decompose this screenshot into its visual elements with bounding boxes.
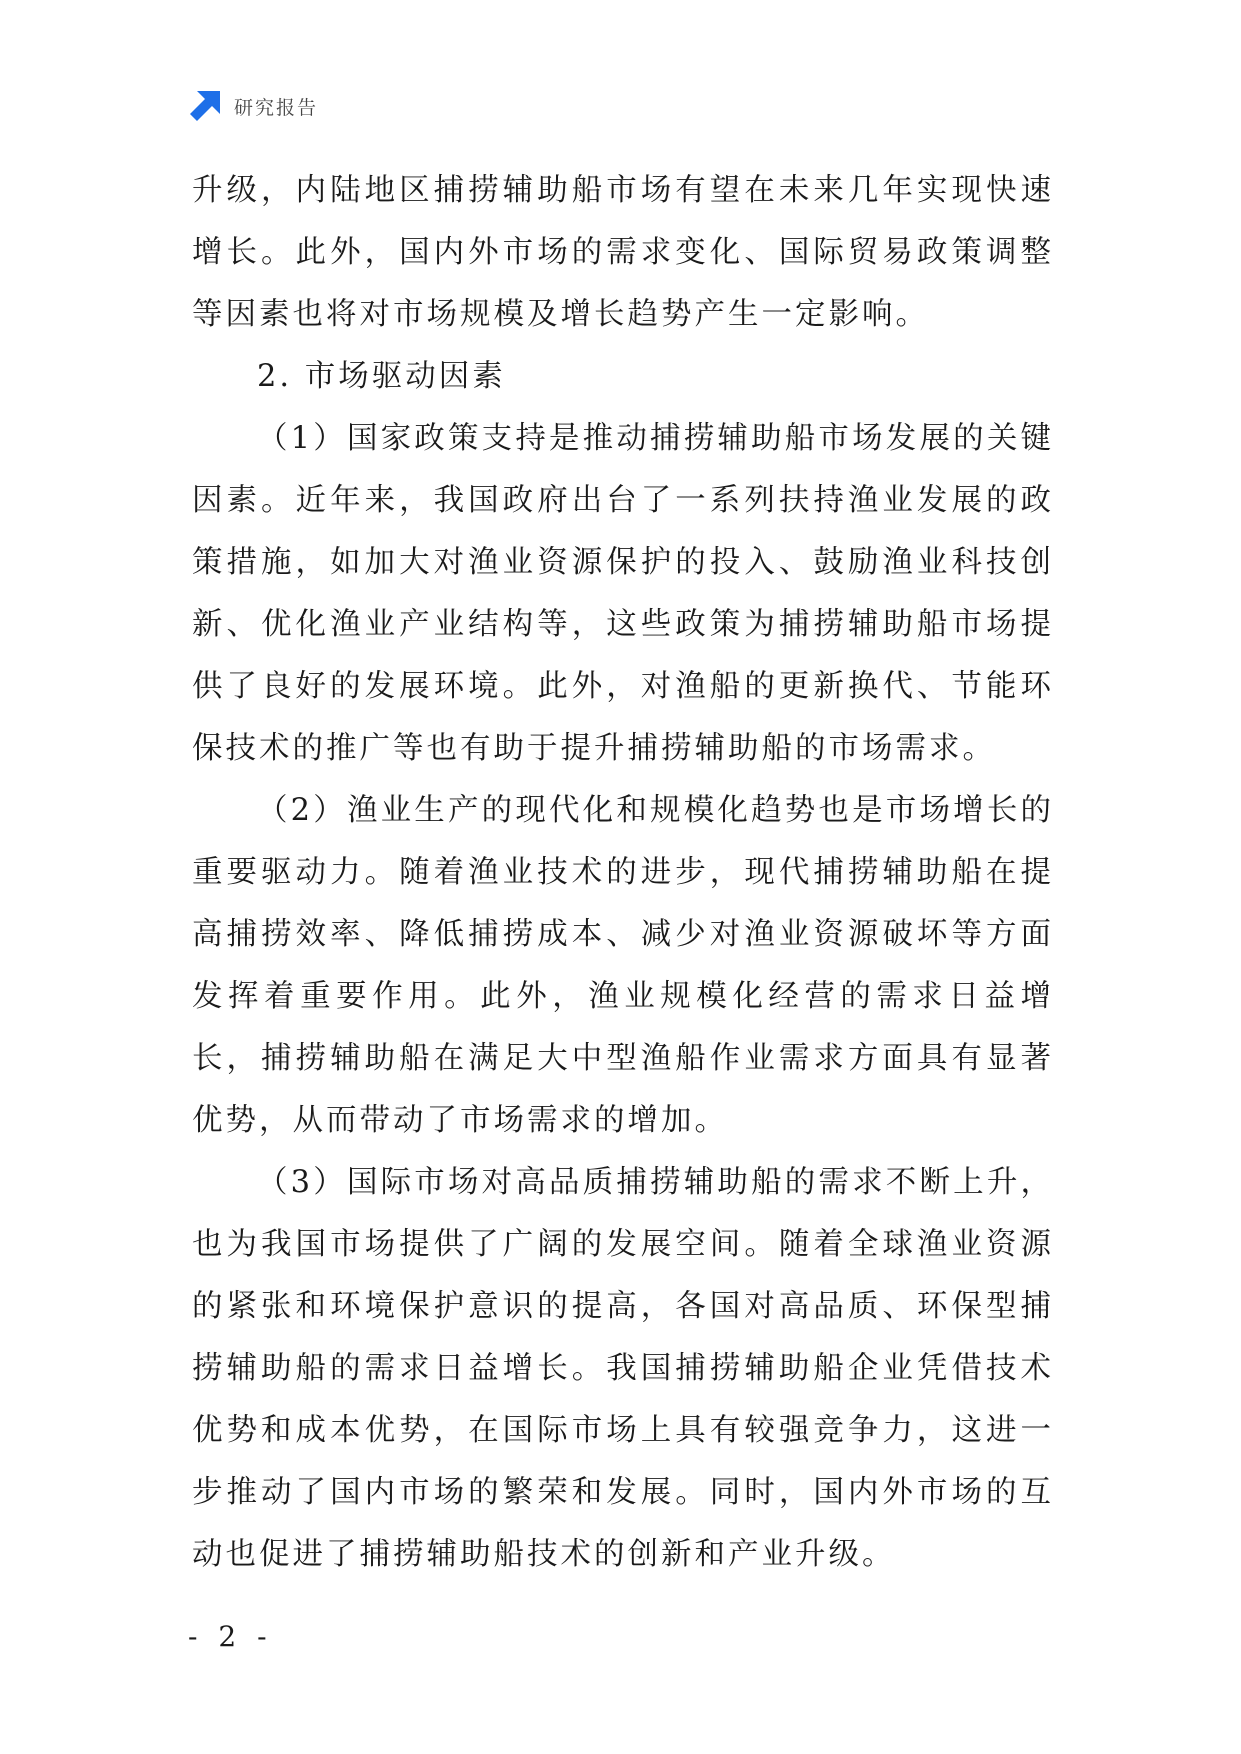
header-title: 研究报告 <box>234 96 319 119</box>
report-header <box>188 88 318 124</box>
intro-paragraph: 升级，内陆地区捕捞辅助船市场有望在未来几年实现快速增长。此外，国内外市场的需求变化、国际贸易政策调整等因素也将对市场规模及增长趋势产生一定影响。 <box>192 173 1054 332</box>
page-number: - 2 - <box>188 1620 273 1653</box>
paragraph-policy: （1）国家政策支持是推动捕捞辅助船市场发展的关键因素。近年来，我国政府出台了一系列扶持渔业发展的政策措施，如加大对渔业资源保护的投入、鼓励渔业科技创新、优化渔业产业结构等，这些政策为捕捞辅助船市场提供了良好的发展环境。此外，对渔船的更新换代、节能环保技术的推广等也有助于提升捕捞辅助船的市场需求。 <box>192 421 1054 766</box>
paragraph-modernization: （2）渔业生产的现代化和规模化趋势也是市场增长的重要驱动力。随着渔业技术的进步，现代捕捞辅助船在提高捕捞效率、降低捕捞成本、减少对渔业资源破坏等方面发挥着重要作用。此外，渔业规模化经营的需求日益增长，捕捞辅助船在满足大中型渔船作业需求方面具有显著优势，从而带动了市场需求的增加。 <box>192 793 1054 1138</box>
paragraph-international: （3）国际市场对高品质捕捞辅助船的需求不断上升，也为我国市场提供了广阔的发展空间。随着全球渔业资源的紧张和环境保护意识的提高，各国对高品质、环保型捕捞辅助船的需求日益增长。我国捕捞辅助船企业凭借技术优势和成本优势，在国际市场上具有较强竞争力，这进一步推动了国内市场的繁荣和发展。同时，国内外市场的互动也促进了捕捞辅助船技术的创新和产业升级。 <box>192 1165 1054 1572</box>
section-heading: 2. 市场驱动因素 <box>257 359 506 394</box>
arrow-up-right-icon <box>188 89 222 123</box>
document-body <box>192 160 1054 1586</box>
